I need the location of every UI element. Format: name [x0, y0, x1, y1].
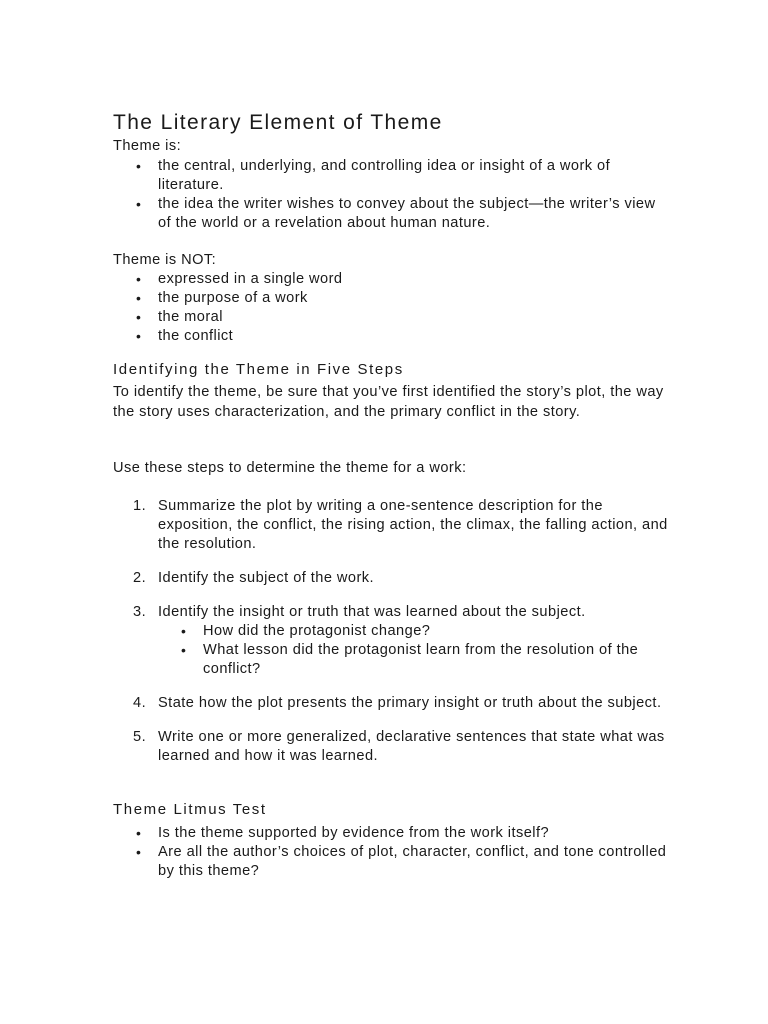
sub-list-item: [158, 622, 673, 641]
step-text: Summarize the plot by writing a one-sentence description for the exposition, the conflict, the rising action, the climax, the falling action, and the resolution.: [158, 498, 668, 552]
list-item: [113, 327, 673, 346]
sub-list-item-text: How did the protagonist change?: [203, 623, 431, 639]
step-number: 3.: [133, 604, 147, 620]
theme-is-list: [113, 157, 673, 233]
list-item: [113, 157, 673, 195]
step-text: Write one or more generalized, declarative sentences that state what was learned and how it was learned.: [158, 729, 665, 764]
list-item: [113, 195, 673, 233]
bullet-icon: •: [136, 825, 142, 841]
bullet-icon: •: [181, 642, 187, 658]
identifying-intro: To identify the theme, be sure that you’ve first identified the story’s plot, the way the story uses characterization, and the primary conflict in the story.: [113, 384, 664, 420]
sub-list-item: [158, 641, 673, 679]
step-item: [113, 497, 673, 554]
list-item-text: the idea the writer wishes to convey about the subject—the writer’s view of the world or a revelation about human nature.: [158, 196, 656, 231]
bullet-icon: •: [136, 328, 142, 344]
sub-list-item-text: What lesson did the protagonist learn from the resolution of the conflict?: [203, 642, 639, 677]
litmus-list: [113, 824, 673, 881]
bullet-icon: •: [136, 290, 142, 306]
step-item: [113, 728, 673, 766]
theme-is-not-heading: Theme is NOT:: [113, 252, 217, 268]
steps-list: [113, 497, 673, 781]
litmus-heading: Theme Litmus Test: [113, 801, 267, 818]
list-item-text: expressed in a single word: [158, 271, 343, 287]
list-item-text: the conflict: [158, 328, 234, 344]
list-item: [113, 289, 673, 308]
bullet-icon: •: [136, 158, 142, 174]
step-sub-list: [158, 622, 673, 679]
list-item-text: Are all the author’s choices of plot, character, conflict, and tone controlled by this theme?: [158, 844, 667, 879]
theme-is-heading: Theme is:: [113, 138, 182, 154]
bullet-icon: •: [136, 844, 142, 860]
step-text: State how the plot presents the primary insight or truth about the subject.: [158, 695, 662, 711]
step-number: 4.: [133, 695, 147, 711]
list-item: [113, 824, 673, 843]
bullet-icon: •: [136, 271, 142, 287]
step-number: 2.: [133, 570, 147, 586]
bullet-icon: •: [136, 196, 142, 212]
identifying-heading: Identifying the Theme in Five Steps: [113, 361, 404, 378]
step-text: Identify the insight or truth that was learned about the subject.: [158, 604, 586, 620]
list-item-text: the moral: [158, 309, 223, 325]
list-item-text: the central, underlying, and controlling idea or insight of a work of literature.: [158, 158, 611, 193]
step-item: [113, 694, 673, 713]
list-item: [113, 843, 673, 881]
step-number: 1.: [133, 498, 147, 514]
list-item-text: the purpose of a work: [158, 290, 308, 306]
step-number: 5.: [133, 729, 147, 745]
document-title: The Literary Element of Theme: [113, 111, 443, 134]
list-item-text: Is the theme supported by evidence from the work itself?: [158, 825, 550, 841]
list-item: [113, 308, 673, 327]
step-item: [113, 569, 673, 588]
theme-is-not-list: [113, 270, 673, 346]
step-item: [113, 603, 673, 679]
bullet-icon: •: [136, 309, 142, 325]
list-item: [113, 270, 673, 289]
step-text: Identify the subject of the work.: [158, 570, 375, 586]
identifying-lead: Use these steps to determine the theme for a work:: [113, 460, 467, 476]
bullet-icon: •: [181, 623, 187, 639]
